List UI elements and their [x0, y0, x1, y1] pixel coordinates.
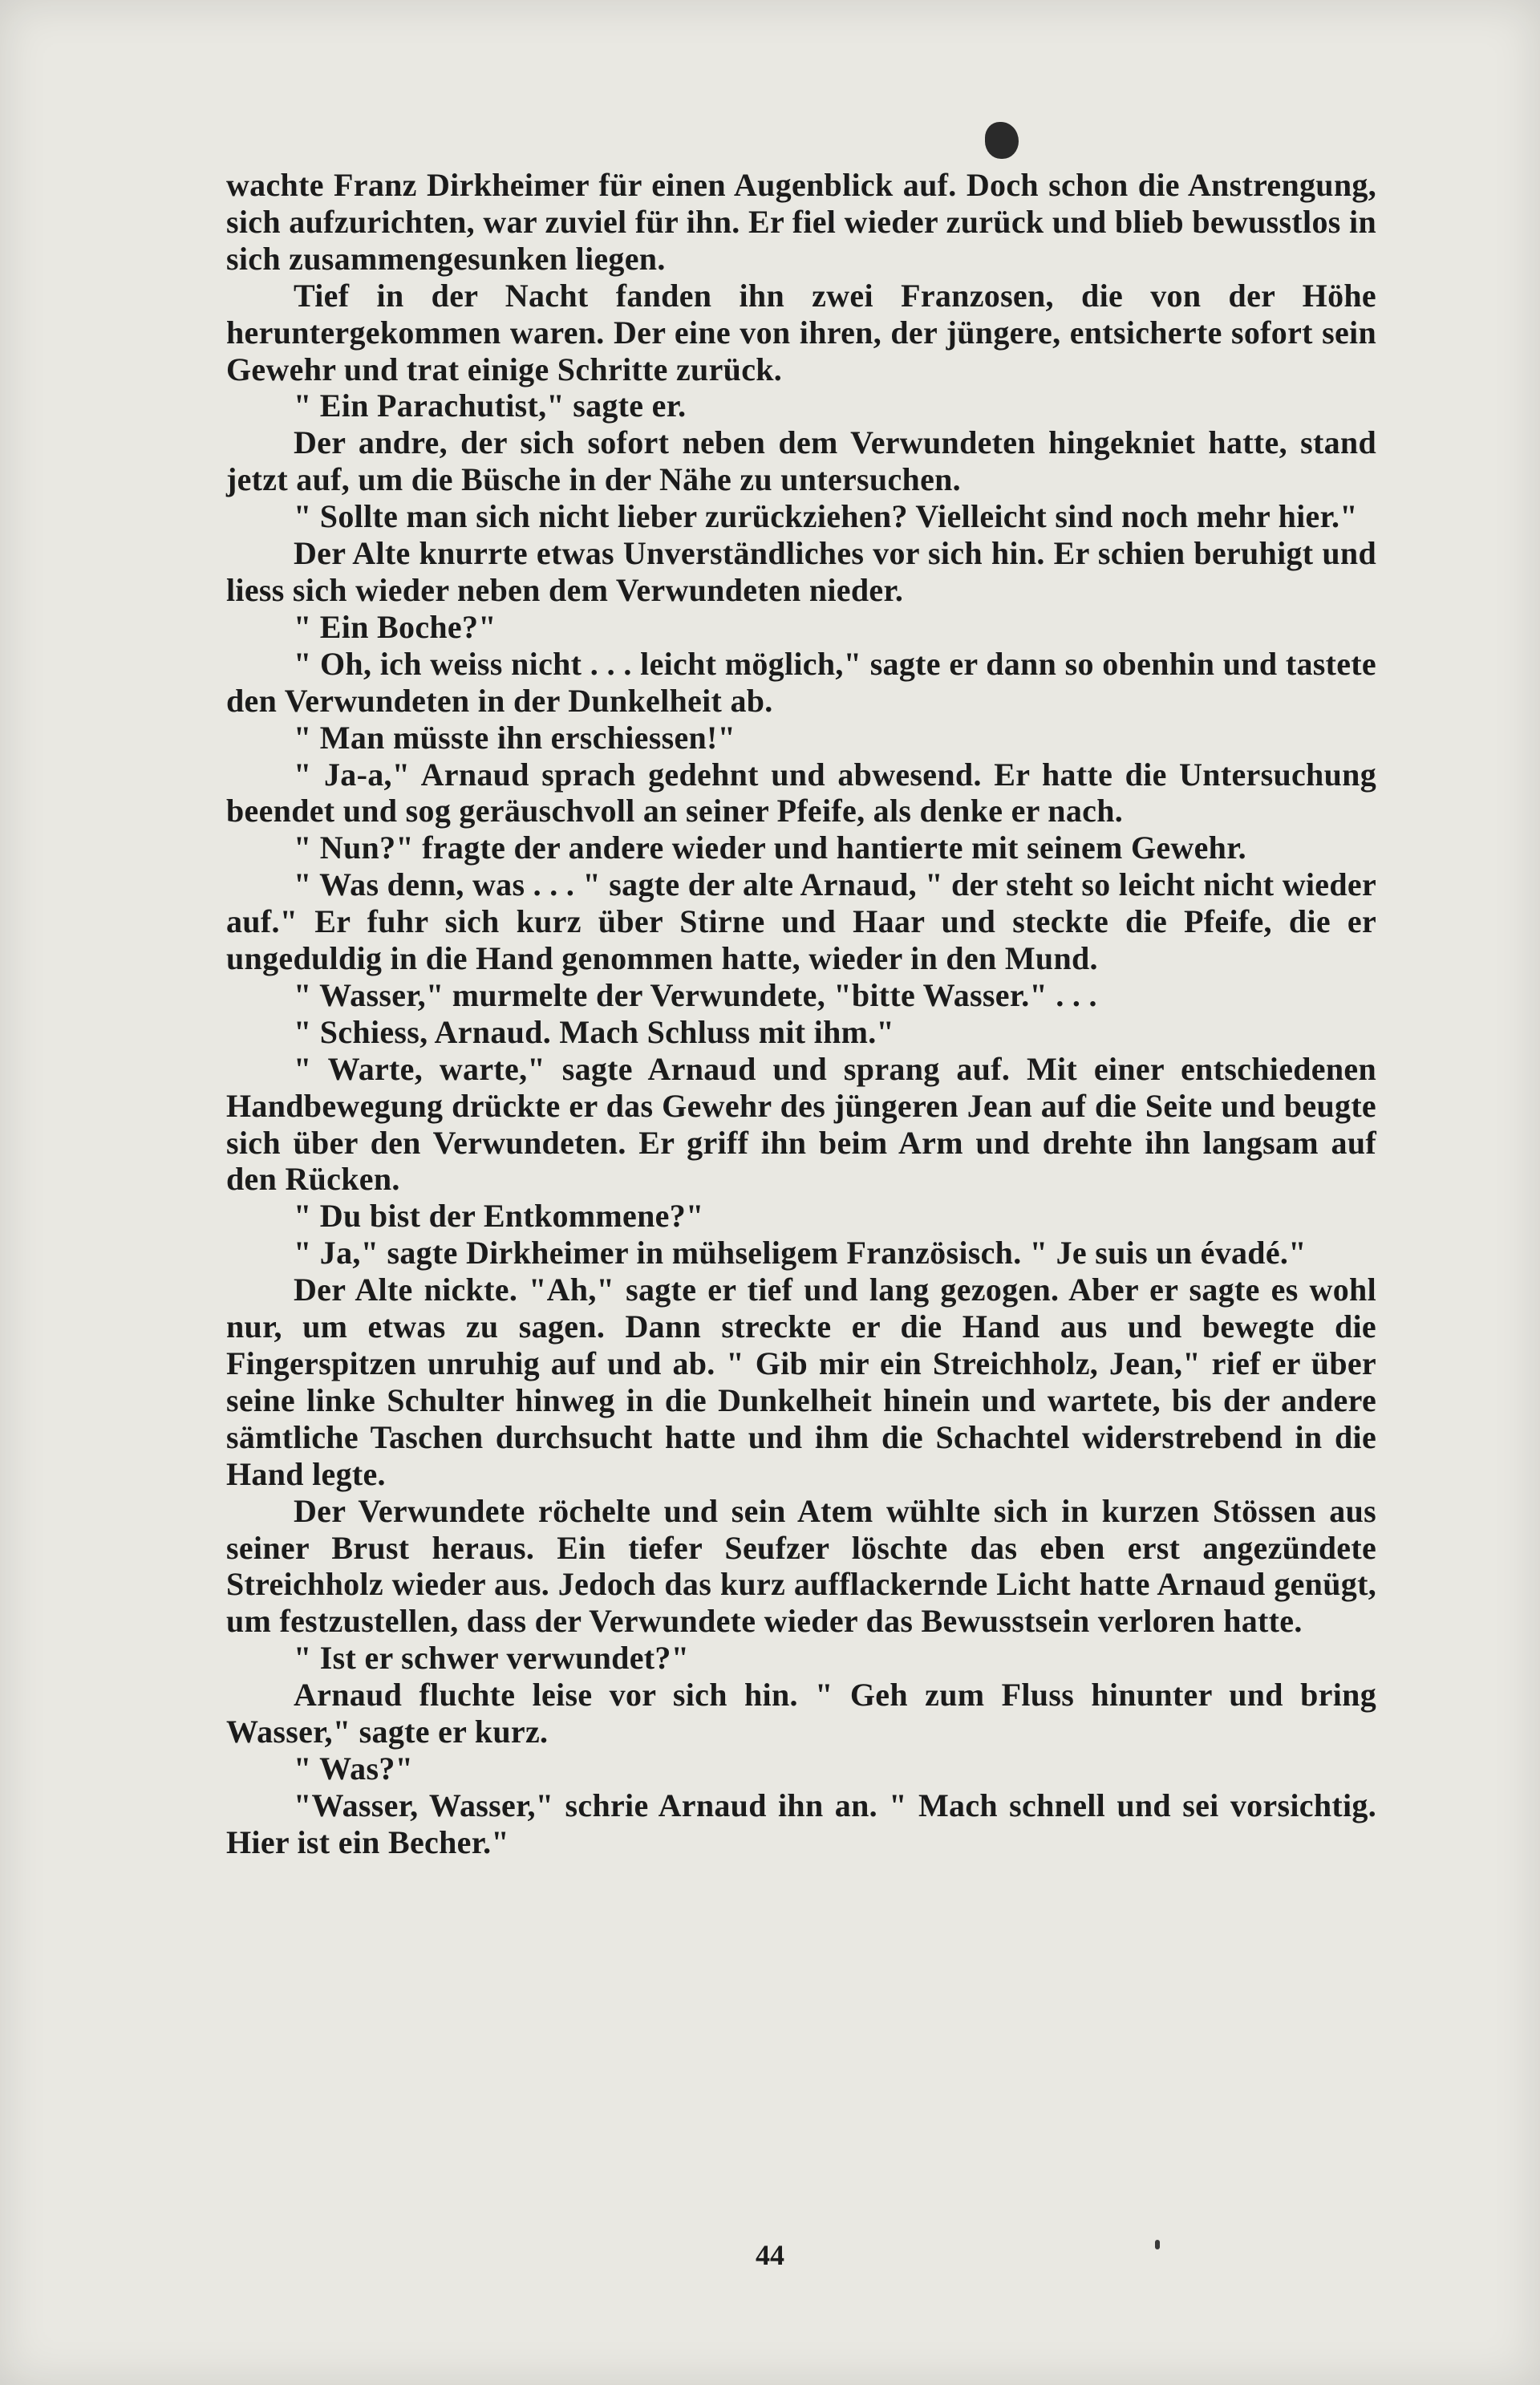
paragraph: " Ein Boche?" [294, 608, 496, 645]
page-text [226, 167, 1376, 1861]
paragraph: " Du bist der Entkommene?" [294, 1198, 704, 1235]
ink-speck [1155, 2240, 1160, 2249]
paragraph: " Nun?" fragte der andere wieder und hantierte mit seinem Gewehr. [294, 829, 1246, 866]
paragraph: Tief in der Nacht fanden ihn zwei Franzosen, die von der Höhe heruntergekommen waren. Der eine von ihren, der jüngere, entsicherte sofort sein Gewehr und trat einige Schritte zurück. [226, 277, 1376, 387]
paragraph: " Man müsste ihn erschiessen!" [294, 719, 736, 756]
paragraph: Der andre, der sich sofort neben dem Verwundeten hingekniet hatte, stand jetzt auf, um die Büsche in der Nähe zu untersuchen. [226, 424, 1376, 498]
paragraph: " Ist er schwer verwundet?" [294, 1640, 690, 1677]
paragraph: "Wasser, Wasser," schrie Arnaud ihn an. " Mach schnell und sei vorsichtig. Hier ist ein Becher." [226, 1787, 1376, 1860]
paragraph: " Oh, ich weiss nicht . . . leicht möglich," sagte er dann so obenhin und tastete den Verwundeten in der Dunkelheit ab. [226, 645, 1376, 719]
paragraph: " Was?" [294, 1750, 414, 1787]
paragraph: " Ja," sagte Dirkheimer in mühseligem Französisch. " Je suis un évadé." [294, 1235, 1307, 1272]
ink-blot [985, 122, 1019, 159]
paragraph: " Schiess, Arnaud. Mach Schluss mit ihm." [294, 1013, 895, 1050]
paragraph: " Warte, warte," sagte Arnaud und sprang auf. Mit einer entschiedenen Handbewegung drückte er das Gewehr des jüngeren Jean auf die Seite und beugte sich über den Verwundeten. Er griff ihn beim Arm und drehte ihn langsam auf den Rücken. [226, 1050, 1376, 1198]
page-number: 44 [756, 2239, 784, 2271]
paragraph: Der Verwundete röchelte und sein Atem wühlte sich in kurzen Stössen aus seiner Brust heraus. Ein tiefer Seufzer löschte das eben erst angezündete Streichholz wieder aus. Jedoch das kurz aufflackernde Licht hatte Arnaud genügt, um festzustellen, dass der Verwundete wieder das Bewusstsein verloren hatte. [226, 1492, 1376, 1640]
paragraph: " Wasser," murmelte der Verwundete, "bitte Wasser." . . . [294, 976, 1097, 1013]
paragraph: Der Alte nickte. "Ah," sagte er tief und lang gezogen. Aber er sagte es wohl nur, um etwas zu sagen. Dann streckte er die Hand aus und bewegte die Fingerspitzen unruhig auf und ab. " Gib mir ein Streichholz, Jean," rief er über seine linke Schulter hinweg in die Dunkelheit hinein und wartete, bis der andere sämtliche Taschen durchsucht hatte und ihm die Schachtel widerstrebend in die Hand legte. [226, 1272, 1376, 1492]
paragraph: wachte Franz Dirkheimer für einen Augenblick auf. Doch schon die Anstrengung, sich aufzurichten, war zuviel für ihn. Er fiel wieder zurück und blieb bewusstlos in sich zusammengesunken liegen. [226, 167, 1376, 277]
paragraph: " Ja-a," Arnaud sprach gedehnt und abwesend. Er hatte die Untersuchung beendet und sog geräuschvoll an seiner Pfeife, als denke er nach. [226, 756, 1376, 829]
paragraph: Arnaud fluchte leise vor sich hin. " Geh zum Fluss hinunter und bring Wasser," sagte er kurz. [226, 1677, 1376, 1750]
paragraph: " Ein Parachutist," sagte er. [294, 387, 687, 424]
paragraph: Der Alte knurrte etwas Unverständliches vor sich hin. Er schien beruhigt und liess sich wieder neben dem Verwundeten nieder. [226, 535, 1376, 608]
paragraph: " Was denn, was . . . " sagte der alte Arnaud, " der steht so leicht nicht wieder auf." Er fuhr sich kurz über Stirne und Haar und steckte die Pfeife, die er ungeduldig in die Hand genommen hatte, wieder in den Mund. [226, 866, 1376, 977]
paragraph: " Sollte man sich nicht lieber zurückziehen? Vielleicht sind noch mehr hier." [294, 498, 1358, 535]
